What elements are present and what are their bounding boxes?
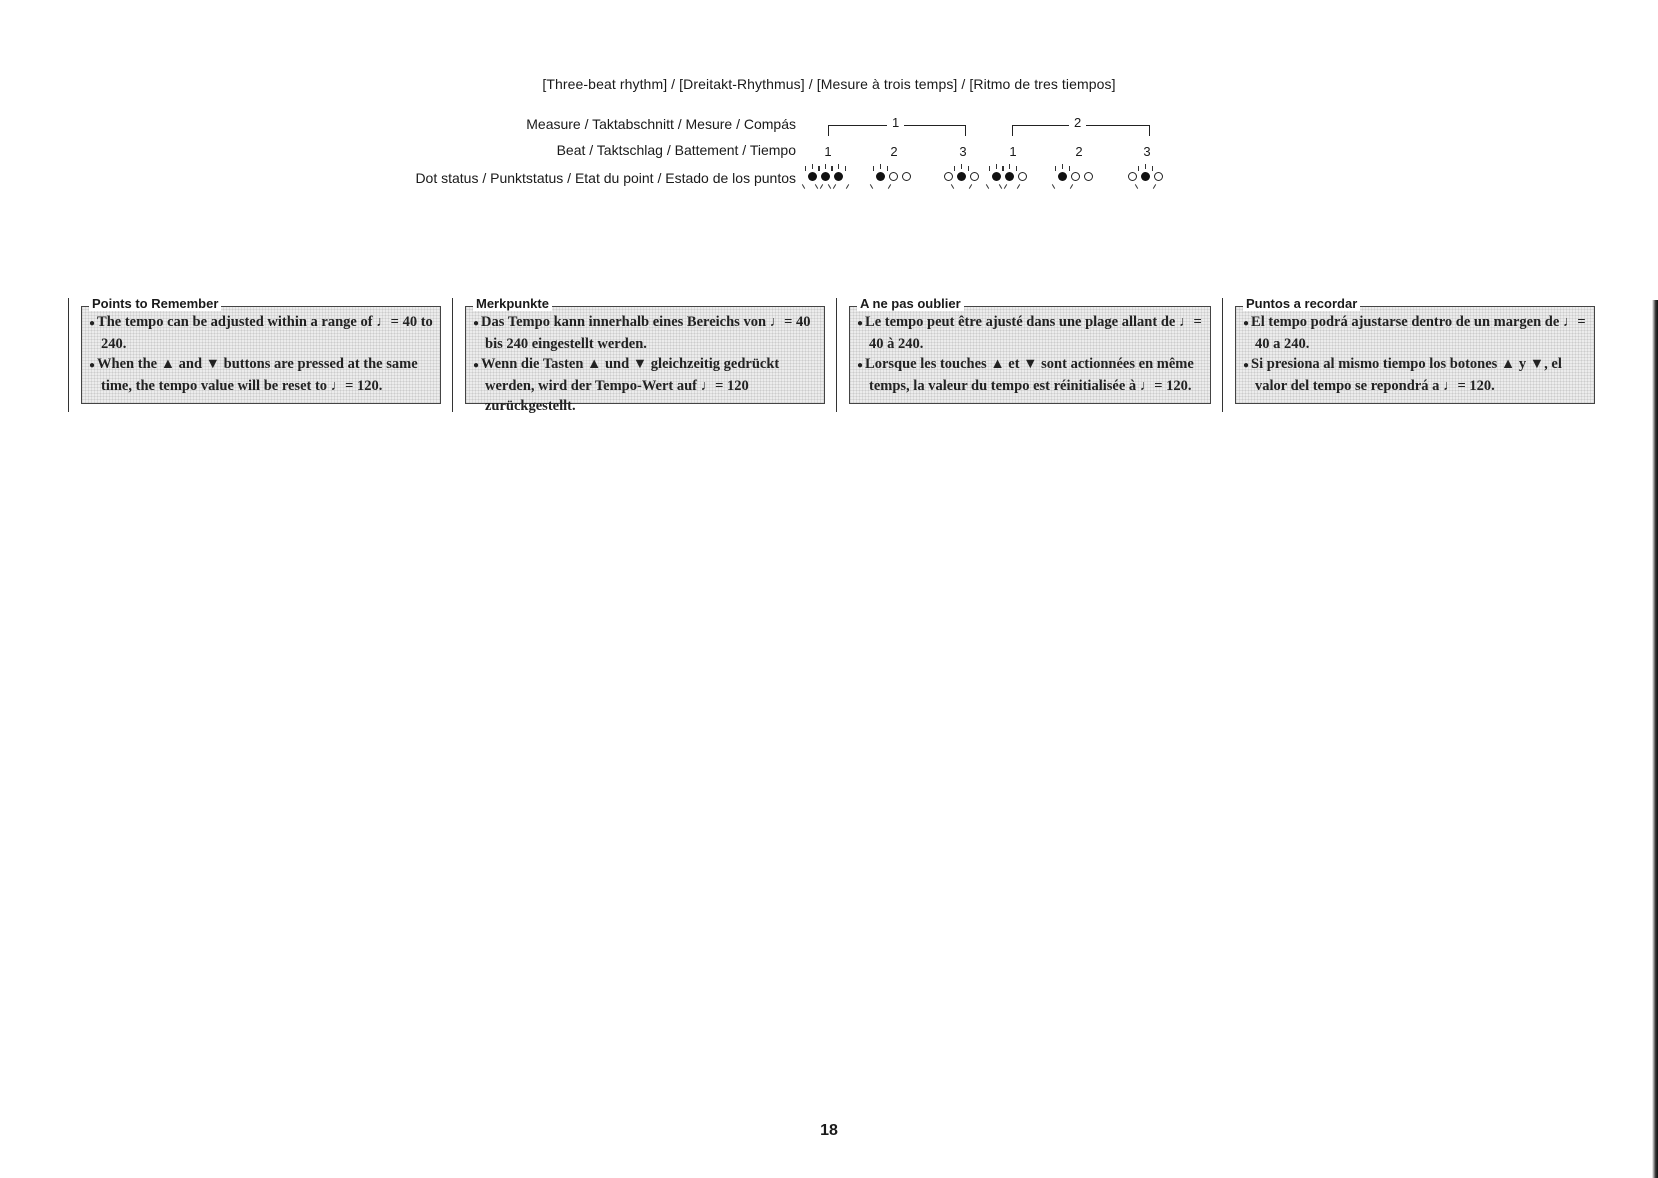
notice-item: ● Das Tempo kann innerhalb eines Bereichs von ♩= 40 bis 240 eingestellt werden. [473, 312, 819, 354]
dot-ray [825, 164, 826, 169]
dot-lit [992, 172, 1001, 181]
dot-ray [831, 166, 832, 171]
beat-row-label: Beat / Taktschlag / Battement / Tiempo [556, 142, 796, 158]
dot-unlit [944, 172, 953, 181]
dot-unlit [1128, 172, 1137, 181]
notice-box-english [68, 298, 441, 412]
dot-ray [1017, 184, 1020, 189]
scan-edge [1652, 300, 1658, 1178]
notice-title: A ne pas oublier [857, 296, 964, 311]
notice-box-german [452, 298, 825, 412]
dot-ray [1069, 166, 1070, 171]
dot-ray [802, 184, 805, 189]
notice-item: ● El tempo podrá ajustarse dentro de un margen de ♩= 40 a 240. [1243, 312, 1589, 354]
dot-ray [873, 166, 874, 171]
dot-ray [833, 184, 836, 189]
dot-ray [1145, 164, 1146, 169]
beat-number: 3 [959, 144, 967, 159]
dot-ray [1055, 166, 1056, 171]
dot-lit [808, 172, 817, 181]
notice-body [473, 312, 819, 416]
notice-item: ● Wenn die Tasten ▲ und ▼ gleichzeitig gedrückt werden, wird der Tempo-Wert auf ♩= 120 zurückgestellt. [473, 354, 819, 416]
dot-ray [989, 166, 990, 171]
beat-number: 2 [1075, 144, 1083, 159]
dot-lit [834, 172, 843, 181]
dot-ray [1003, 166, 1004, 171]
dot-ray [996, 164, 997, 169]
measure-number-1: 1 [887, 115, 904, 130]
dot-ray [832, 166, 833, 171]
dot-ray [1009, 164, 1010, 169]
dot-status-group [988, 164, 1036, 190]
notice-title: Points to Remember [89, 296, 221, 311]
notice-box-spanish [1222, 298, 1595, 412]
dot-ray [1153, 184, 1156, 189]
dot-ray [969, 184, 972, 189]
beat-number: 1 [1009, 144, 1017, 159]
notice-item: ● Si presiona al mismo tiempo los botones ▲ y ▼, el valor del tempo se repondrá a ♩= 120. [1243, 354, 1589, 396]
dot-status-group [940, 164, 988, 190]
dot-unlit [970, 172, 979, 181]
notice-item: ● Lorsque les touches ▲ et ▼ sont actionnées en même temps, la valeur du tempo est réinitialisée à ♩= 120. [857, 354, 1205, 396]
dot-status-row-label: Dot status / Punktstatus / Etat du point / Estado de los puntos [415, 170, 796, 186]
dot-ray [818, 166, 819, 171]
dot-ray [805, 166, 806, 171]
dot-status-group [1124, 164, 1172, 190]
dot-ray [999, 184, 1002, 189]
notice-item: ● The tempo can be adjusted within a range of ♩= 40 to 240. [89, 312, 435, 354]
dot-lit [1058, 172, 1067, 181]
dot-ray [961, 164, 962, 169]
notice-body [89, 312, 435, 396]
notice-title: Puntos a recordar [1243, 296, 1360, 311]
dot-unlit [1018, 172, 1027, 181]
dot-lit [1141, 172, 1150, 181]
dot-lit [957, 172, 966, 181]
dot-ray [887, 166, 888, 171]
dot-unlit [1154, 172, 1163, 181]
dot-ray [846, 184, 849, 189]
notice-item: ● When the ▲ and ▼ buttons are pressed at the same time, the tempo value will be reset to ♩= 120. [89, 354, 435, 396]
dot-unlit [1071, 172, 1080, 181]
dot-ray [870, 184, 873, 189]
notice-body [1243, 312, 1589, 396]
dot-ray [845, 166, 846, 171]
dot-ray [1138, 166, 1139, 171]
notice-box-french [836, 298, 1211, 412]
dot-ray [951, 184, 954, 189]
dot-ray [812, 164, 813, 169]
dot-ray [880, 164, 881, 169]
beat-number: 1 [824, 144, 832, 159]
dot-lit [876, 172, 885, 181]
dot-ray [1070, 184, 1073, 189]
dot-lit [821, 172, 830, 181]
notice-title: Merkpunkte [473, 296, 552, 311]
dot-ray [820, 184, 823, 189]
dot-ray [819, 166, 820, 171]
dot-status-group [804, 164, 852, 190]
dot-unlit [902, 172, 911, 181]
dot-unlit [889, 172, 898, 181]
dot-unlit [1084, 172, 1093, 181]
page-number: 18 [820, 1122, 838, 1139]
measure-row-label: Measure / Taktabschnitt / Mesure / Compás [526, 116, 796, 132]
dot-status-group [1054, 164, 1102, 190]
dot-ray [828, 184, 831, 189]
dot-ray [815, 184, 818, 189]
rhythm-caption: [Three-beat rhythm] / [Dreitakt-Rhythmus] / [Mesure à trois temps] / [Ritmo de tres tiempos] [542, 76, 1116, 92]
notice-item: ● Le tempo peut être ajusté dans une plage allant de ♩= 40 à 240. [857, 312, 1205, 354]
dot-ray [968, 166, 969, 171]
dot-lit [1005, 172, 1014, 181]
dot-ray [954, 166, 955, 171]
dot-ray [1062, 164, 1063, 169]
dot-ray [838, 164, 839, 169]
dot-ray [1016, 166, 1017, 171]
beat-number: 2 [890, 144, 898, 159]
dot-ray [1002, 166, 1003, 171]
notice-body [857, 312, 1205, 396]
dot-ray [888, 184, 891, 189]
measure-number-2: 2 [1069, 115, 1086, 130]
beat-number: 3 [1143, 144, 1151, 159]
dot-status-group [872, 164, 920, 190]
dot-ray [1152, 166, 1153, 171]
dot-ray [1052, 184, 1055, 189]
dot-ray [1004, 184, 1007, 189]
dot-ray [1135, 184, 1138, 189]
